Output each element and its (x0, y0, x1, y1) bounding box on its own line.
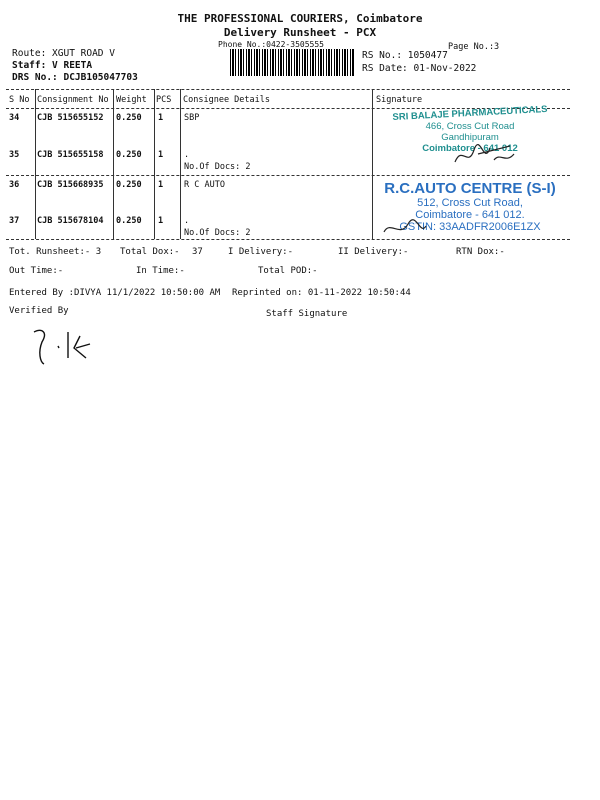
table-row-consignee: . (184, 150, 190, 160)
column-divider (35, 89, 36, 239)
table-row-consignment: CJB 515655152 (37, 113, 104, 123)
phone-number: Phone No.:0422-3505555 (218, 40, 324, 49)
table-row-pcs: 1 (158, 180, 164, 190)
total-runsheet: Tot. Runsheet:- 3 (9, 247, 102, 257)
table-top-rule (6, 89, 570, 90)
column-divider (154, 89, 155, 239)
table-row-consignee: R C AUTO (184, 180, 225, 190)
pharmacy-stamp: SRI BALAJE PHARMACEUTICALS 466, Cross Cut Road Gandhipuram Coimbatore - 641 012 (392, 103, 548, 154)
verified-by: Verified By (9, 306, 69, 316)
table-row-sno: 34 (9, 113, 20, 123)
table-row-docs: No.Of Docs: 2 (184, 162, 251, 172)
table-row-weight: 0.250 (116, 216, 142, 226)
barcode-image (230, 49, 355, 76)
table-row-pcs: 1 (158, 216, 164, 226)
column-divider (372, 89, 373, 239)
delivery-signature (380, 218, 430, 240)
table-row-docs: No.Of Docs: 2 (184, 228, 251, 238)
route: Route: XGUT ROAD V (12, 48, 115, 59)
table-bottom-rule (6, 239, 570, 240)
table-row-pcs: 1 (158, 113, 164, 123)
entered-by: Entered By :DIVYA 11/1/2022 10:50:00 AM (9, 288, 221, 298)
staff-signature-label: Staff Signature (266, 309, 348, 319)
rtn-dox: RTN Dox:- (456, 247, 505, 257)
col-header-consignment: Consignment No (37, 95, 109, 105)
ii-delivery: II Delivery:- (338, 247, 409, 257)
page-number: Page No.:3 (448, 42, 500, 52)
drs-number: DRS No.: DCJB105047703 (12, 72, 138, 83)
table-row-consignee: . (184, 216, 190, 226)
doc-title: Delivery Runsheet - PCX (223, 26, 377, 39)
row-separator (6, 175, 570, 176)
delivery-signature (450, 140, 520, 170)
table-row-consignee: SBP (184, 113, 200, 123)
in-time: In Time:- (136, 266, 185, 276)
rs-date: RS Date: 01-Nov-2022 (362, 63, 477, 74)
i-delivery: I Delivery:- (228, 247, 294, 257)
col-header-sno: S No (9, 95, 30, 105)
table-row-consignment: CJB 515678104 (37, 216, 104, 226)
col-header-pcs: PCS (156, 95, 172, 105)
col-header-consignee: Consignee Details (183, 95, 270, 105)
col-header-signature: Signature (376, 95, 423, 105)
company-title: THE PROFESSIONAL COURIERS, Coimbatore (177, 12, 423, 25)
auto-centre-stamp: R.C.AUTO CENTRE (S-I) 512, Cross Cut Road, Coimbatore - 641 012. GSTIN: 33AADFR2006E1ZX (384, 180, 556, 233)
staff: Staff: V REETA (12, 60, 93, 71)
table-row-pcs: 1 (158, 150, 164, 160)
table-row-sno: 37 (9, 216, 20, 226)
table-row-weight: 0.250 (116, 113, 142, 123)
table-row-consignment: CJB 515655158 (37, 150, 104, 160)
rs-number: RS No.: 1050477 (362, 50, 448, 61)
table-row-weight: 0.250 (116, 150, 142, 160)
total-dox-label: Total Dox:- (120, 247, 180, 257)
out-time: Out Time:- (9, 266, 64, 276)
table-row-sno: 36 (9, 180, 20, 190)
table-row-weight: 0.250 (116, 180, 142, 190)
column-divider (180, 89, 181, 239)
table-row-consignment: CJB 515668935 (37, 180, 104, 190)
table-row-sno: 35 (9, 150, 20, 160)
reprinted-on: Reprinted on: 01-11-2022 10:50:44 (232, 288, 411, 298)
total-pod: Total POD:- (258, 266, 318, 276)
column-divider (113, 89, 114, 239)
verifier-signature (28, 322, 108, 370)
col-header-weight: Weight (116, 95, 147, 105)
total-dox-value: 37 (192, 247, 203, 257)
